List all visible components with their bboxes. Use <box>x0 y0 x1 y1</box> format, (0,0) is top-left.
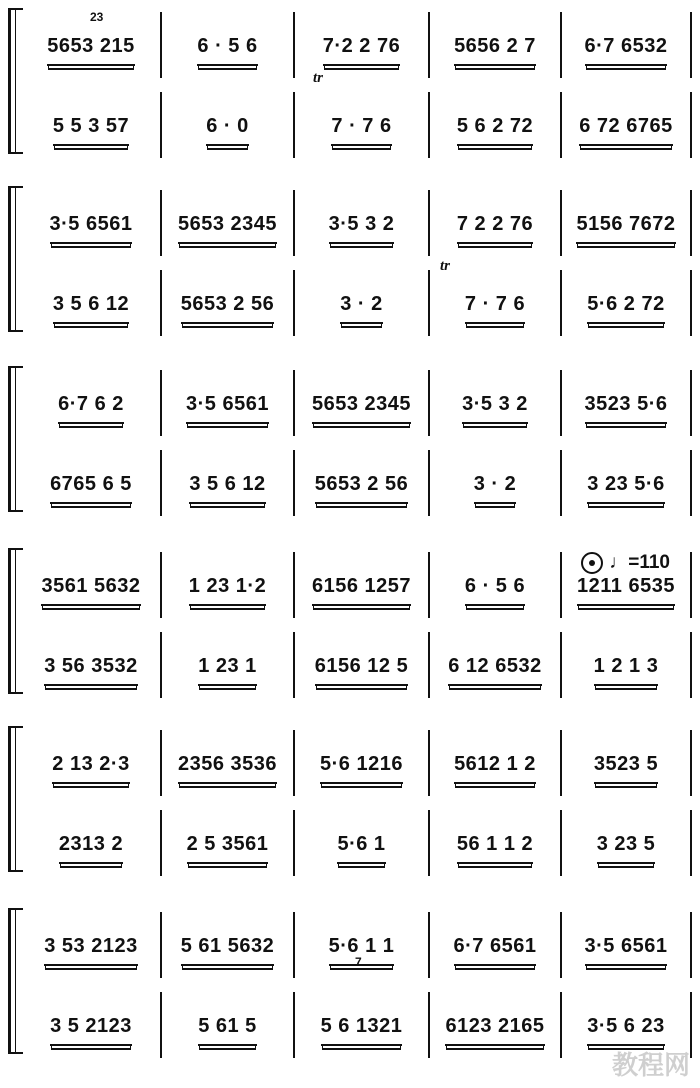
barline <box>293 992 295 1058</box>
measure-notes: 5653 215 <box>47 35 134 66</box>
measure-notes: 3 53 2123 <box>44 935 137 966</box>
barline <box>160 370 162 436</box>
barline <box>560 810 562 876</box>
measure-notes: 1 23 1 <box>198 655 257 686</box>
measure-notes: 1 2 1 3 <box>594 655 659 686</box>
barline <box>293 270 295 336</box>
barline <box>293 190 295 256</box>
staff-bottom <box>0 640 700 700</box>
measure-notes: 6 12 6532 <box>448 655 541 686</box>
measure-notes: 5156 7672 <box>576 213 675 244</box>
measure-notes: 5 61 5 <box>198 1015 257 1046</box>
grace-notes: 23 <box>90 10 104 24</box>
measure <box>26 100 156 160</box>
measure-notes: 5653 2 56 <box>181 293 274 324</box>
measure-notes: 7 · 7 6 <box>465 293 525 324</box>
measure <box>566 100 686 160</box>
measure-notes: 6156 1257 <box>312 575 411 606</box>
barline <box>690 632 692 698</box>
measure-notes: 3·5 3 2 <box>329 213 395 244</box>
measure <box>434 560 556 620</box>
barline <box>690 730 692 796</box>
measure-notes: 5 5 3 57 <box>53 115 129 146</box>
measure <box>566 640 686 700</box>
measure-notes: 1 23 1·2 <box>189 575 266 606</box>
measure <box>299 560 424 620</box>
measure <box>566 920 686 980</box>
measure-notes: 6·7 6532 <box>585 35 668 66</box>
measure <box>166 640 289 700</box>
barline <box>293 552 295 618</box>
measure-notes: 3 · 2 <box>474 473 517 504</box>
measure-notes: 6·7 6561 <box>454 935 537 966</box>
barline <box>560 450 562 516</box>
measure-notes: 5656 2 7 <box>454 35 536 66</box>
barline <box>560 92 562 158</box>
barline <box>560 632 562 698</box>
barline <box>690 12 692 78</box>
measure <box>299 640 424 700</box>
measure <box>434 920 556 980</box>
measure-notes: 5 6 1321 <box>321 1015 403 1046</box>
barline <box>690 92 692 158</box>
barline <box>160 270 162 336</box>
measure <box>434 738 556 798</box>
barline <box>160 450 162 516</box>
measure <box>299 100 424 160</box>
measure <box>166 278 289 338</box>
measure <box>26 560 156 620</box>
staff-bottom <box>0 1000 700 1060</box>
barline <box>690 810 692 876</box>
barline <box>560 552 562 618</box>
barline <box>428 190 430 256</box>
measure <box>166 198 289 258</box>
measure <box>566 378 686 438</box>
measure <box>566 458 686 518</box>
barline <box>690 450 692 516</box>
staff-bottom <box>0 278 700 338</box>
barline <box>560 370 562 436</box>
measure-notes: 5 61 5632 <box>181 935 274 966</box>
measure <box>299 1000 424 1060</box>
measure-notes: 5 6 2 72 <box>457 115 533 146</box>
measure-notes: 3 · 2 <box>340 293 383 324</box>
barline <box>690 370 692 436</box>
measure-notes: 6765 6 5 <box>50 473 132 504</box>
barline <box>160 12 162 78</box>
measure <box>26 458 156 518</box>
staff-top <box>0 378 700 438</box>
measure <box>434 378 556 438</box>
barline <box>428 370 430 436</box>
segno-circle-icon <box>581 552 603 574</box>
measure <box>166 20 289 80</box>
measure-notes: 5653 2345 <box>312 393 411 424</box>
barline <box>560 912 562 978</box>
measure <box>299 738 424 798</box>
measure <box>566 738 686 798</box>
measure <box>434 198 556 258</box>
measure-notes: 6·7 6 2 <box>58 393 124 424</box>
measure-notes: 3523 5 <box>594 753 658 784</box>
barline <box>428 92 430 158</box>
barline <box>428 632 430 698</box>
measure-notes: 5612 1 2 <box>454 753 536 784</box>
barline <box>160 912 162 978</box>
barline <box>293 92 295 158</box>
barline <box>428 730 430 796</box>
measure <box>166 458 289 518</box>
measure-notes: 7 · 7 6 <box>331 115 391 146</box>
measure-notes: 5653 2345 <box>178 213 277 244</box>
measure-notes: 2356 3536 <box>178 753 277 784</box>
measure <box>166 560 289 620</box>
measure-notes: 3 5 6 12 <box>189 473 265 504</box>
measure <box>299 198 424 258</box>
measure <box>566 818 686 878</box>
barline <box>560 730 562 796</box>
measure <box>166 1000 289 1060</box>
barline <box>293 370 295 436</box>
grace-note: 7 <box>355 955 362 969</box>
measure-notes: 6 · 5 6 <box>197 35 257 66</box>
measure-notes: 5·6 1 <box>337 833 385 864</box>
system-1 <box>0 8 700 148</box>
measure <box>434 1000 556 1060</box>
barline <box>690 270 692 336</box>
barline <box>160 992 162 1058</box>
measure-notes: 3·5 6561 <box>186 393 269 424</box>
staff-top <box>0 198 700 258</box>
staff-top <box>0 738 700 798</box>
barline <box>560 12 562 78</box>
measure-notes: 5653 2 56 <box>315 473 408 504</box>
measure-notes: 2 13 2·3 <box>52 753 129 784</box>
measure <box>566 20 686 80</box>
measure-notes: 1211 6535 <box>577 575 675 606</box>
measure-notes: 3 56 3532 <box>44 655 137 686</box>
measure <box>434 278 556 338</box>
measure <box>26 920 156 980</box>
system-3 <box>0 366 700 506</box>
staff-bottom <box>0 100 700 160</box>
barline <box>293 450 295 516</box>
measure <box>26 20 156 80</box>
measure <box>299 920 424 980</box>
measure-notes: 3561 5632 <box>41 575 140 606</box>
measure <box>26 738 156 798</box>
staff-bottom <box>0 458 700 518</box>
measure <box>299 818 424 878</box>
measure <box>26 1000 156 1060</box>
measure-notes: 56 1 1 2 <box>457 833 533 864</box>
barline <box>560 270 562 336</box>
barline <box>293 810 295 876</box>
measure <box>26 378 156 438</box>
barline <box>428 552 430 618</box>
measure <box>166 378 289 438</box>
barline <box>428 450 430 516</box>
measure <box>434 640 556 700</box>
measure-notes: 3·5 3 2 <box>462 393 528 424</box>
measure-notes: 6 · 0 <box>206 115 249 146</box>
barline <box>160 632 162 698</box>
system-5 <box>0 726 700 866</box>
barline <box>160 190 162 256</box>
measure-notes: 2 5 3561 <box>187 833 269 864</box>
barline <box>428 270 430 336</box>
measure-notes: 3 23 5·6 <box>587 473 664 504</box>
barline <box>690 552 692 618</box>
measure <box>299 458 424 518</box>
measure-notes: 7·2 2 76 <box>323 35 400 66</box>
measure-notes: 2313 2 <box>59 833 123 864</box>
measure-notes: 7 2 2 76 <box>457 213 533 244</box>
system-6 <box>0 908 700 1048</box>
barline <box>690 992 692 1058</box>
barline <box>690 912 692 978</box>
measure-notes: 5·6 2 72 <box>587 293 664 324</box>
measure-notes: 3 23 5 <box>597 833 656 864</box>
barline <box>293 912 295 978</box>
barline <box>160 730 162 796</box>
measure <box>566 198 686 258</box>
barline <box>560 992 562 1058</box>
measure <box>299 278 424 338</box>
barline <box>690 190 692 256</box>
staff-top <box>0 20 700 80</box>
measure-notes: 6 72 6765 <box>579 115 672 146</box>
staff-top <box>0 920 700 980</box>
trill-mark: tr <box>440 258 451 274</box>
measure <box>26 640 156 700</box>
measure <box>26 278 156 338</box>
measure-notes: 3 5 6 12 <box>53 293 129 324</box>
measure <box>26 198 156 258</box>
measure-notes: 6 · 5 6 <box>465 575 525 606</box>
tempo-marking <box>581 552 670 574</box>
measure-notes: 3 5 2123 <box>50 1015 132 1046</box>
measure-notes: 6156 12 5 <box>315 655 408 686</box>
measure <box>166 920 289 980</box>
measure <box>166 738 289 798</box>
measure-notes: 6123 2165 <box>445 1015 544 1046</box>
system-2 <box>0 186 700 326</box>
barline <box>560 190 562 256</box>
barline <box>160 552 162 618</box>
measure-notes: 3·5 6561 <box>585 935 668 966</box>
measure <box>434 100 556 160</box>
barline <box>293 730 295 796</box>
measure <box>566 278 686 338</box>
barline <box>428 912 430 978</box>
measure-notes: 3523 5·6 <box>585 393 668 424</box>
trill-mark: tr <box>313 70 324 86</box>
barline <box>160 92 162 158</box>
barline <box>293 632 295 698</box>
measure <box>434 458 556 518</box>
measure <box>166 818 289 878</box>
measure <box>166 100 289 160</box>
measure-notes: 5·6 1216 <box>320 753 403 784</box>
watermark: 教程网 <box>611 1050 690 1080</box>
measure <box>26 818 156 878</box>
measure <box>299 378 424 438</box>
barline <box>428 810 430 876</box>
measure-notes: 3·5 6561 <box>50 213 133 244</box>
staff-bottom <box>0 818 700 878</box>
barline <box>160 810 162 876</box>
barline <box>428 992 430 1058</box>
tempo-label: ♩=110 <box>609 552 670 573</box>
measure <box>434 818 556 878</box>
barline <box>428 12 430 78</box>
measure <box>434 20 556 80</box>
measure-notes: 5·6 1 1 <box>329 935 395 966</box>
barline <box>293 12 295 78</box>
measure-notes: 3·5 6 23 <box>587 1015 664 1046</box>
